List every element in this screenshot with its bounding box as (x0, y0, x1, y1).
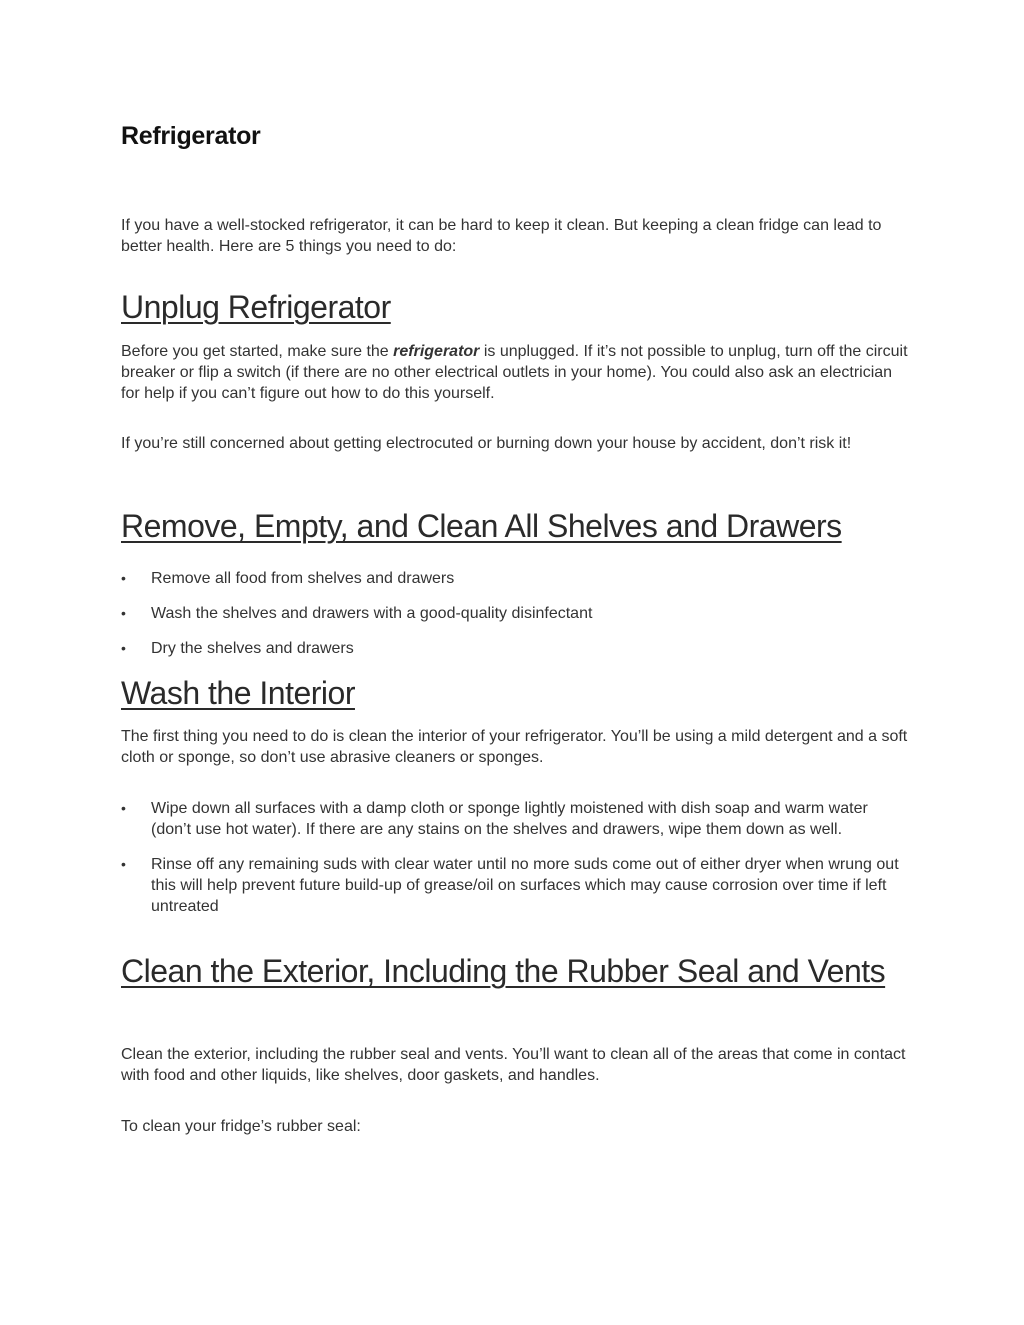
bullet-icon: • (121, 800, 126, 816)
page-title: Refrigerator (121, 122, 261, 150)
bullet-icon: • (121, 570, 126, 586)
list-item: • Rinse off any remaining suds with clear water until no more suds come out of either dryer when wrung out this will help prevent future build-up of grease/oil on surfaces which may cause corrosion over time if left untreated (121, 856, 899, 915)
interior-list (121, 798, 911, 917)
exterior-paragraph-2: To clean your fridge’s rubber seal: (121, 1118, 361, 1135)
heading-unplug-refrigerator: Unplug Refrigerator (121, 289, 391, 325)
intro-paragraph: If you have a well-stocked refrigerator, it can be hard to keep it clean. But keeping a clean fridge can lead to better health. Here are 5 things you need to do: (121, 217, 882, 255)
exterior-paragraph-1: Clean the exterior, including the rubber seal and vents. You’ll want to clean all of the areas that come in contact with food and other liquids, like shelves, door gaskets, and handles. (121, 1046, 906, 1084)
interior-paragraph: The first thing you need to do is clean the interior of your refrigerator. You’ll be using a mild detergent and a soft cloth or sponge, so don’t use abrasive cleaners or sponges. (121, 728, 908, 766)
list-item: • Wash the shelves and drawers with a good-quality disinfectant (121, 605, 593, 622)
emphasis-refrigerator: refrigerator (393, 343, 480, 360)
bullet-icon: • (121, 640, 126, 656)
heading-wash-interior: Wash the Interior (121, 675, 355, 711)
list-item: • Wipe down all surfaces with a damp cloth or sponge lightly moistened with dish soap and warm water (don’t use hot water). If there are any stains on the shelves and drawers, wipe them down as well. (121, 800, 868, 838)
unplug-p1-before: Before you get started, make sure the (121, 343, 394, 360)
list-item: • Dry the shelves and drawers (121, 640, 354, 657)
unplug-paragraph-2: If you’re still concerned about getting electrocuted or burning down your house by accident, don’t risk it! (121, 435, 852, 452)
unplug-paragraph-1 (121, 341, 911, 404)
unplug-p1-after: is unplugged. If it’s not possible to unplug, turn off the circuit breaker or flip a switch (if there are no other electrical outlets in your home). You could also ask an electrician for help if you can’t figure out how to do this yourself. (121, 343, 908, 402)
bullet-icon: • (121, 605, 126, 621)
list-item: • Remove all food from shelves and drawers (121, 570, 455, 587)
shelves-list (121, 568, 911, 659)
heading-clean-exterior: Clean the Exterior, Including the Rubber Seal and Vents (121, 953, 886, 989)
bullet-icon: • (121, 856, 126, 872)
heading-clean-shelves: Remove, Empty, and Clean All Shelves and Drawers (121, 508, 842, 544)
